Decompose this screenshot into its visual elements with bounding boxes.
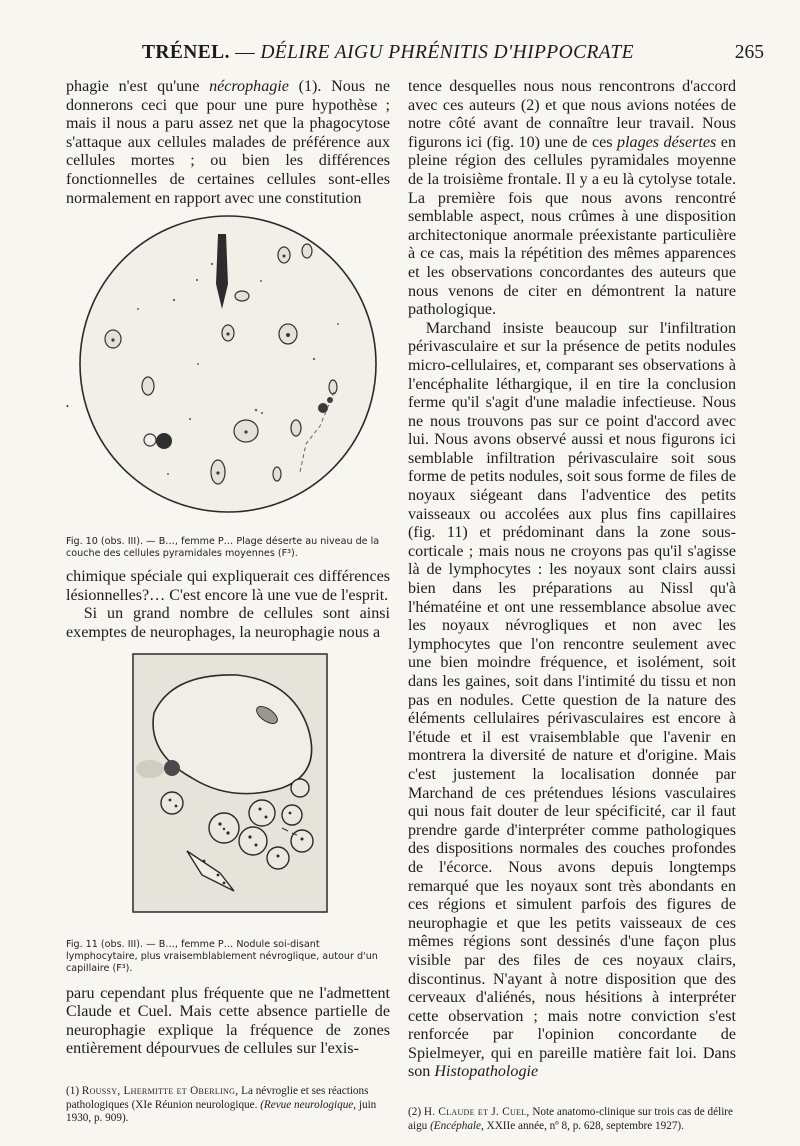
emphasis-plages-desertes: plages désertes (617, 133, 717, 151)
running-header (68, 40, 764, 68)
figure-10: • (66, 214, 390, 526)
figure-11-micrograph (132, 653, 328, 913)
emphasis-necrophagie: nécrophagie (209, 78, 289, 95)
footnote-2: (2) H. Claude et J. Cuel, Note anatomo-clinique sur trois cas de délire aigu (Encéphale, XXIIe année, nº 8, p. 628, septembre 1927). (408, 1106, 733, 1132)
footnote-1: (1) Roussy, Lhermitte et Oberling, La névroglie et ses réactions pathologiques (XIe Réunion neurologique. (Revue neurologique, juin 1930, p. 909). (66, 1084, 377, 1125)
left-paragraph-2: chimique spéciale qui expliquerait ces différences lésionnelles?… C'est encore là une vue de l'esprit. (66, 568, 390, 604)
left-paragraph-1: phagie n'est qu'une nécrophagie (1). Nous ne donnerons ceci que pour une pure hypothèse ; mais il nous a paru assez net que la phagocytose s'attaque aux cellules malades de préférence aux cellules mortes ; ou bien les différences fonctionnelles de certaines cellules sont-elles normalement en rapport avec une constitution (66, 78, 390, 207)
left-paragraph-3: Si un grand nombre de cellules sont ainsi exemptes de neurophages, la neurophagie nous a (66, 605, 390, 641)
lymphocyte-dark (156, 433, 172, 449)
figure-11-caption: Fig. 11 (obs. III). — B…, femme P… Nodule soi-disant lymphocytaire, plus vraisemblablement névroglique, autour d'un capillaire (F³). (66, 938, 378, 974)
running-title (142, 42, 634, 64)
left-column (66, 78, 390, 1126)
figure-10-caption: Fig. 10 (obs. III). — B…, femme P… Plage déserte au niveau de la couche des cellules pyramidales moyennes (F³). (66, 536, 380, 560)
header-author: TRÉNEL. (142, 42, 230, 63)
right-paragraph-2: Marchand insiste beaucoup sur l'infiltration périvasculaire et sur la présence de petits nodules micro-cellulaires, et, comparant ses observations à l'encéphalite léthargique, il en tire la conclusion ferme qu'il s'agit d'une maladie infectieuse. Nous ne nous trouvons pas sur ce point d'accord avec lui. Nous avons observé aussi et nous figurons ici semblable infiltration périvasculaire soit sous forme de petits nodules, soit sous forme de files de noyaux siégeant dans l'adventice des petits vaisseaux ou accolées aux plus fins capillaires (fig. 11) et prédominant dans la zone sous-corticale ; mais nous ne croyons pas qu'il s'agisse là de lymphocytes : les noyaux sont clairs aussi bien dans les préparations au Nissl qu'à l'hématéine et ont une ressemblance absolue avec les noyaux névrogliques et non avec les lymphocytes que l'on rencontre seulement avec une bien moindre fréquence, et isolément, soit dans les gaines, soit dans l'intimité du tissu et non pas en nodules. Cette question de la nature des éléments cellulaires périvasculaires est encore à l'étude et il est vraisemblable que l'avenir en montrera la diversité de nature et d'origine. Mais c'est justement la localisation donnée par Marchand de ces prétendues lésions vasculaires qui nous fait douter de leur spécificité, car il faut prendre garde d'interpréter comme pathologiques des dispositions normales des couches profondes de l'écorce. Nous avons depuis longtemps remarqué que les noyaux sont très abondants en ces régions et simulent parfois des figures de neurophagie et que les petits vaisseaux de ces mêmes régions sont dessinés d'une façon plus visible par des files de ces noyaux clairs, discontinus. N'ayant à notre disposition que des cerveaux d'aliénés, nous hésitions à interpréter cette observation ; mais notre conviction s'est renforcée par l'opinion concordante de Spielmeyer, qui en pareille matière fait loi. Dans son Histopathologie (408, 319, 736, 1081)
page-number: 265 (734, 42, 764, 63)
figure-11 (66, 653, 390, 929)
right-column (408, 78, 736, 1133)
figure-10-micrograph (78, 214, 378, 514)
header-title: DÉLIRE AIGU PHRÉNITIS D'HIPPOCRATE (260, 42, 634, 63)
right-paragraph-1: tence desquelles nous nous rencontrons d'accord avec ces auteurs (2) et que nous avions notées de notre côté avant de connaître leur travail. Nous figurons ici (fig. 10) une de ces plages désertes en pleine région des cellules pyramidales moyenne de la troisième frontale. Il y a eu là cytolyse totale. La première fois que nous avons rencontré semblable aspect, nous crûmes à une disposition architectonique anormale préexistante particulière à ce cas, mais la répétition des mêmes apparences et les observations concordantes des auteurs que nous venons de citer en démontrent la nature pathologique. (408, 78, 736, 319)
header-separator: — (229, 42, 261, 63)
left-paragraph-4: paru cependant plus fréquente que ne l'admettent Claude et Cuel. Mais cette absence partielle de neurophagie explique la fréquence de zones entièrement dépourvues de cellules sur l'exis- (66, 984, 390, 1058)
emphasis-histopathologie: Histopathologie (434, 1063, 539, 1081)
